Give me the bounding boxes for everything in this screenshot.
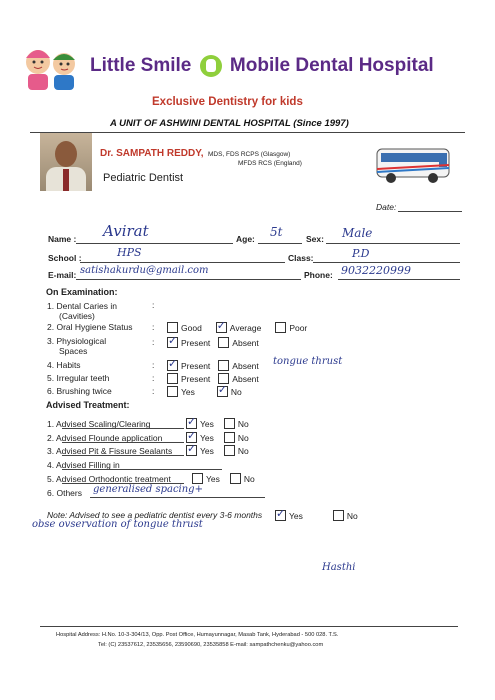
spaces-absent-label: Absent	[232, 337, 259, 348]
irregular-present-label: Present	[181, 373, 211, 384]
hospital-title-right: Mobile Dental Hospital	[229, 55, 434, 77]
footer-contact: Tel: (C) 23537612, 23535656, 23590690, 23535858 E-mail: sampathchenku@yahoo.com	[98, 642, 324, 648]
doctor-signature: Hasthi	[322, 562, 356, 573]
ortho-yes-label: Yes	[206, 473, 220, 484]
advised-item-2: 2. Advised Flounde application	[47, 433, 163, 443]
name-label: Name :	[48, 234, 77, 244]
examination-heading: On Examination:	[46, 287, 118, 297]
kids-logo	[16, 40, 88, 95]
sealants-yes-checkbox[interactable]	[186, 445, 197, 456]
mobile-bus-image	[375, 143, 453, 187]
scaling-yes-checkbox[interactable]	[186, 418, 197, 429]
footer-address: Hospital Address: H.No. 10-3-304/13, Opp. Post Office, Humayunnagar, Masab Tank, Hyderabad - 500 028. T.S.	[56, 632, 339, 638]
exam-item-1: 1. Dental Caries in (Cavities)	[47, 301, 117, 321]
fluoride-no-label: No	[237, 432, 249, 443]
note-no-label: No	[346, 510, 358, 521]
email-field[interactable]	[76, 279, 301, 280]
date-field[interactable]	[398, 211, 462, 212]
habits-present-label: Present	[181, 360, 211, 371]
spaces-present-checkbox[interactable]	[167, 337, 178, 348]
advised-heading: Advised Treatment:	[46, 400, 130, 410]
footer-divider	[40, 626, 458, 627]
phone-value: 9032220999	[341, 264, 411, 277]
class-value: P.D	[352, 247, 370, 260]
advised-item-3: 3. Advised Pit & Fissure Sealants	[47, 446, 173, 456]
sealants-no-label: No	[237, 445, 249, 456]
ortho-yes-checkbox[interactable]	[192, 473, 203, 484]
exam-item-4: 4. Habits	[47, 360, 81, 370]
advised-item-1: 1. Advised Scaling/Clearing	[47, 419, 151, 429]
doctor-qualifications-2: MFDS RCS (England)	[238, 160, 302, 167]
average-label: Average	[229, 322, 262, 333]
email-label: E-mail:	[48, 270, 77, 280]
ortho-no-checkbox[interactable]	[230, 473, 241, 484]
sex-field[interactable]	[326, 243, 460, 244]
good-checkbox[interactable]	[167, 322, 178, 333]
habits-note: tongue thrust	[273, 356, 343, 367]
good-label: Good	[181, 322, 202, 333]
doctor-role: Pediatric Dentist	[103, 172, 184, 184]
exam-item-2: 2. Oral Hygiene Status	[47, 322, 133, 332]
class-field[interactable]	[313, 262, 460, 263]
brushing-no-checkbox[interactable]	[217, 386, 228, 397]
class-label: Class:	[288, 253, 314, 263]
sex-label: Sex:	[306, 234, 324, 244]
hospital-subtitle: Exclusive Dentistry for kids	[152, 96, 303, 108]
poor-checkbox[interactable]	[275, 322, 286, 333]
note-text: Note: Advised to see a pediatric dentist every 3-6 months	[47, 510, 263, 520]
unit-line: A UNIT OF ASHWINI DENTAL HOSPITAL (Since 1997)	[110, 118, 349, 129]
note-no-checkbox[interactable]	[333, 510, 344, 521]
advised-item-5: 5. Advised Orthodontic treatment	[47, 474, 171, 484]
brushing-yes-label: Yes	[181, 386, 195, 397]
tooth-icon	[200, 55, 222, 77]
habits-present-checkbox[interactable]	[167, 360, 178, 371]
spaces-present-label: Present	[181, 337, 211, 348]
filling-field[interactable]	[62, 469, 222, 470]
phone-label: Phone:	[304, 270, 333, 280]
note-yes-label: Yes	[289, 510, 303, 521]
exam-item-3: 3. Physiological Spaces	[47, 336, 107, 356]
hospital-title-left: Little Smile	[90, 55, 192, 77]
average-checkbox[interactable]	[216, 322, 227, 333]
advised-item-6: 6. Others	[47, 488, 82, 498]
poor-label: Poor	[289, 322, 308, 333]
others-value: generalised spacing+	[93, 484, 203, 495]
sex-value: Male	[342, 226, 373, 240]
advised-item-4: 4. Advised Filling in	[47, 460, 120, 470]
fluoride-no-checkbox[interactable]	[224, 432, 235, 443]
exam-item-6: 6. Brushing twice	[47, 386, 112, 396]
others-field[interactable]	[90, 497, 265, 498]
header-divider	[30, 132, 465, 133]
name-field[interactable]	[76, 243, 233, 244]
doctor-name: Dr. SAMPATH REDDY,	[100, 148, 204, 159]
handwritten-note: obse ovservation of tongue thrust	[32, 519, 203, 530]
age-label: Age:	[236, 234, 255, 244]
doctor-qualifications: MDS, FDS RCPS (Glasgow)	[207, 151, 291, 158]
age-value: 5t	[270, 225, 283, 239]
scaling-no-checkbox[interactable]	[224, 418, 235, 429]
name-value: Avirat	[103, 222, 149, 240]
scaling-yes-label: Yes	[200, 418, 214, 429]
school-value: HPS	[117, 246, 142, 259]
school-label: School :	[48, 253, 82, 263]
exam-item-5: 5. Irregular teeth	[47, 373, 110, 383]
brushing-no-label: No	[230, 386, 242, 397]
habits-absent-checkbox[interactable]	[218, 360, 229, 371]
school-field[interactable]	[80, 262, 285, 263]
age-field[interactable]	[258, 243, 302, 244]
date-label: Date:	[376, 202, 397, 212]
sealants-no-checkbox[interactable]	[224, 445, 235, 456]
sealants-yes-label: Yes	[200, 445, 214, 456]
fluoride-yes-label: Yes	[200, 432, 214, 443]
irregular-absent-label: Absent	[232, 373, 259, 384]
note-yes-checkbox[interactable]	[275, 510, 286, 521]
email-value: satishakurdu@gmail.com	[80, 265, 209, 276]
habits-absent-label: Absent	[232, 360, 259, 371]
phone-field[interactable]	[338, 279, 460, 280]
scaling-no-label: No	[237, 418, 249, 429]
brushing-yes-checkbox[interactable]	[167, 386, 178, 397]
spaces-absent-checkbox[interactable]	[218, 337, 229, 348]
irregular-present-checkbox[interactable]	[167, 373, 178, 384]
doctor-photo	[40, 133, 92, 191]
ortho-no-label: No	[243, 473, 255, 484]
